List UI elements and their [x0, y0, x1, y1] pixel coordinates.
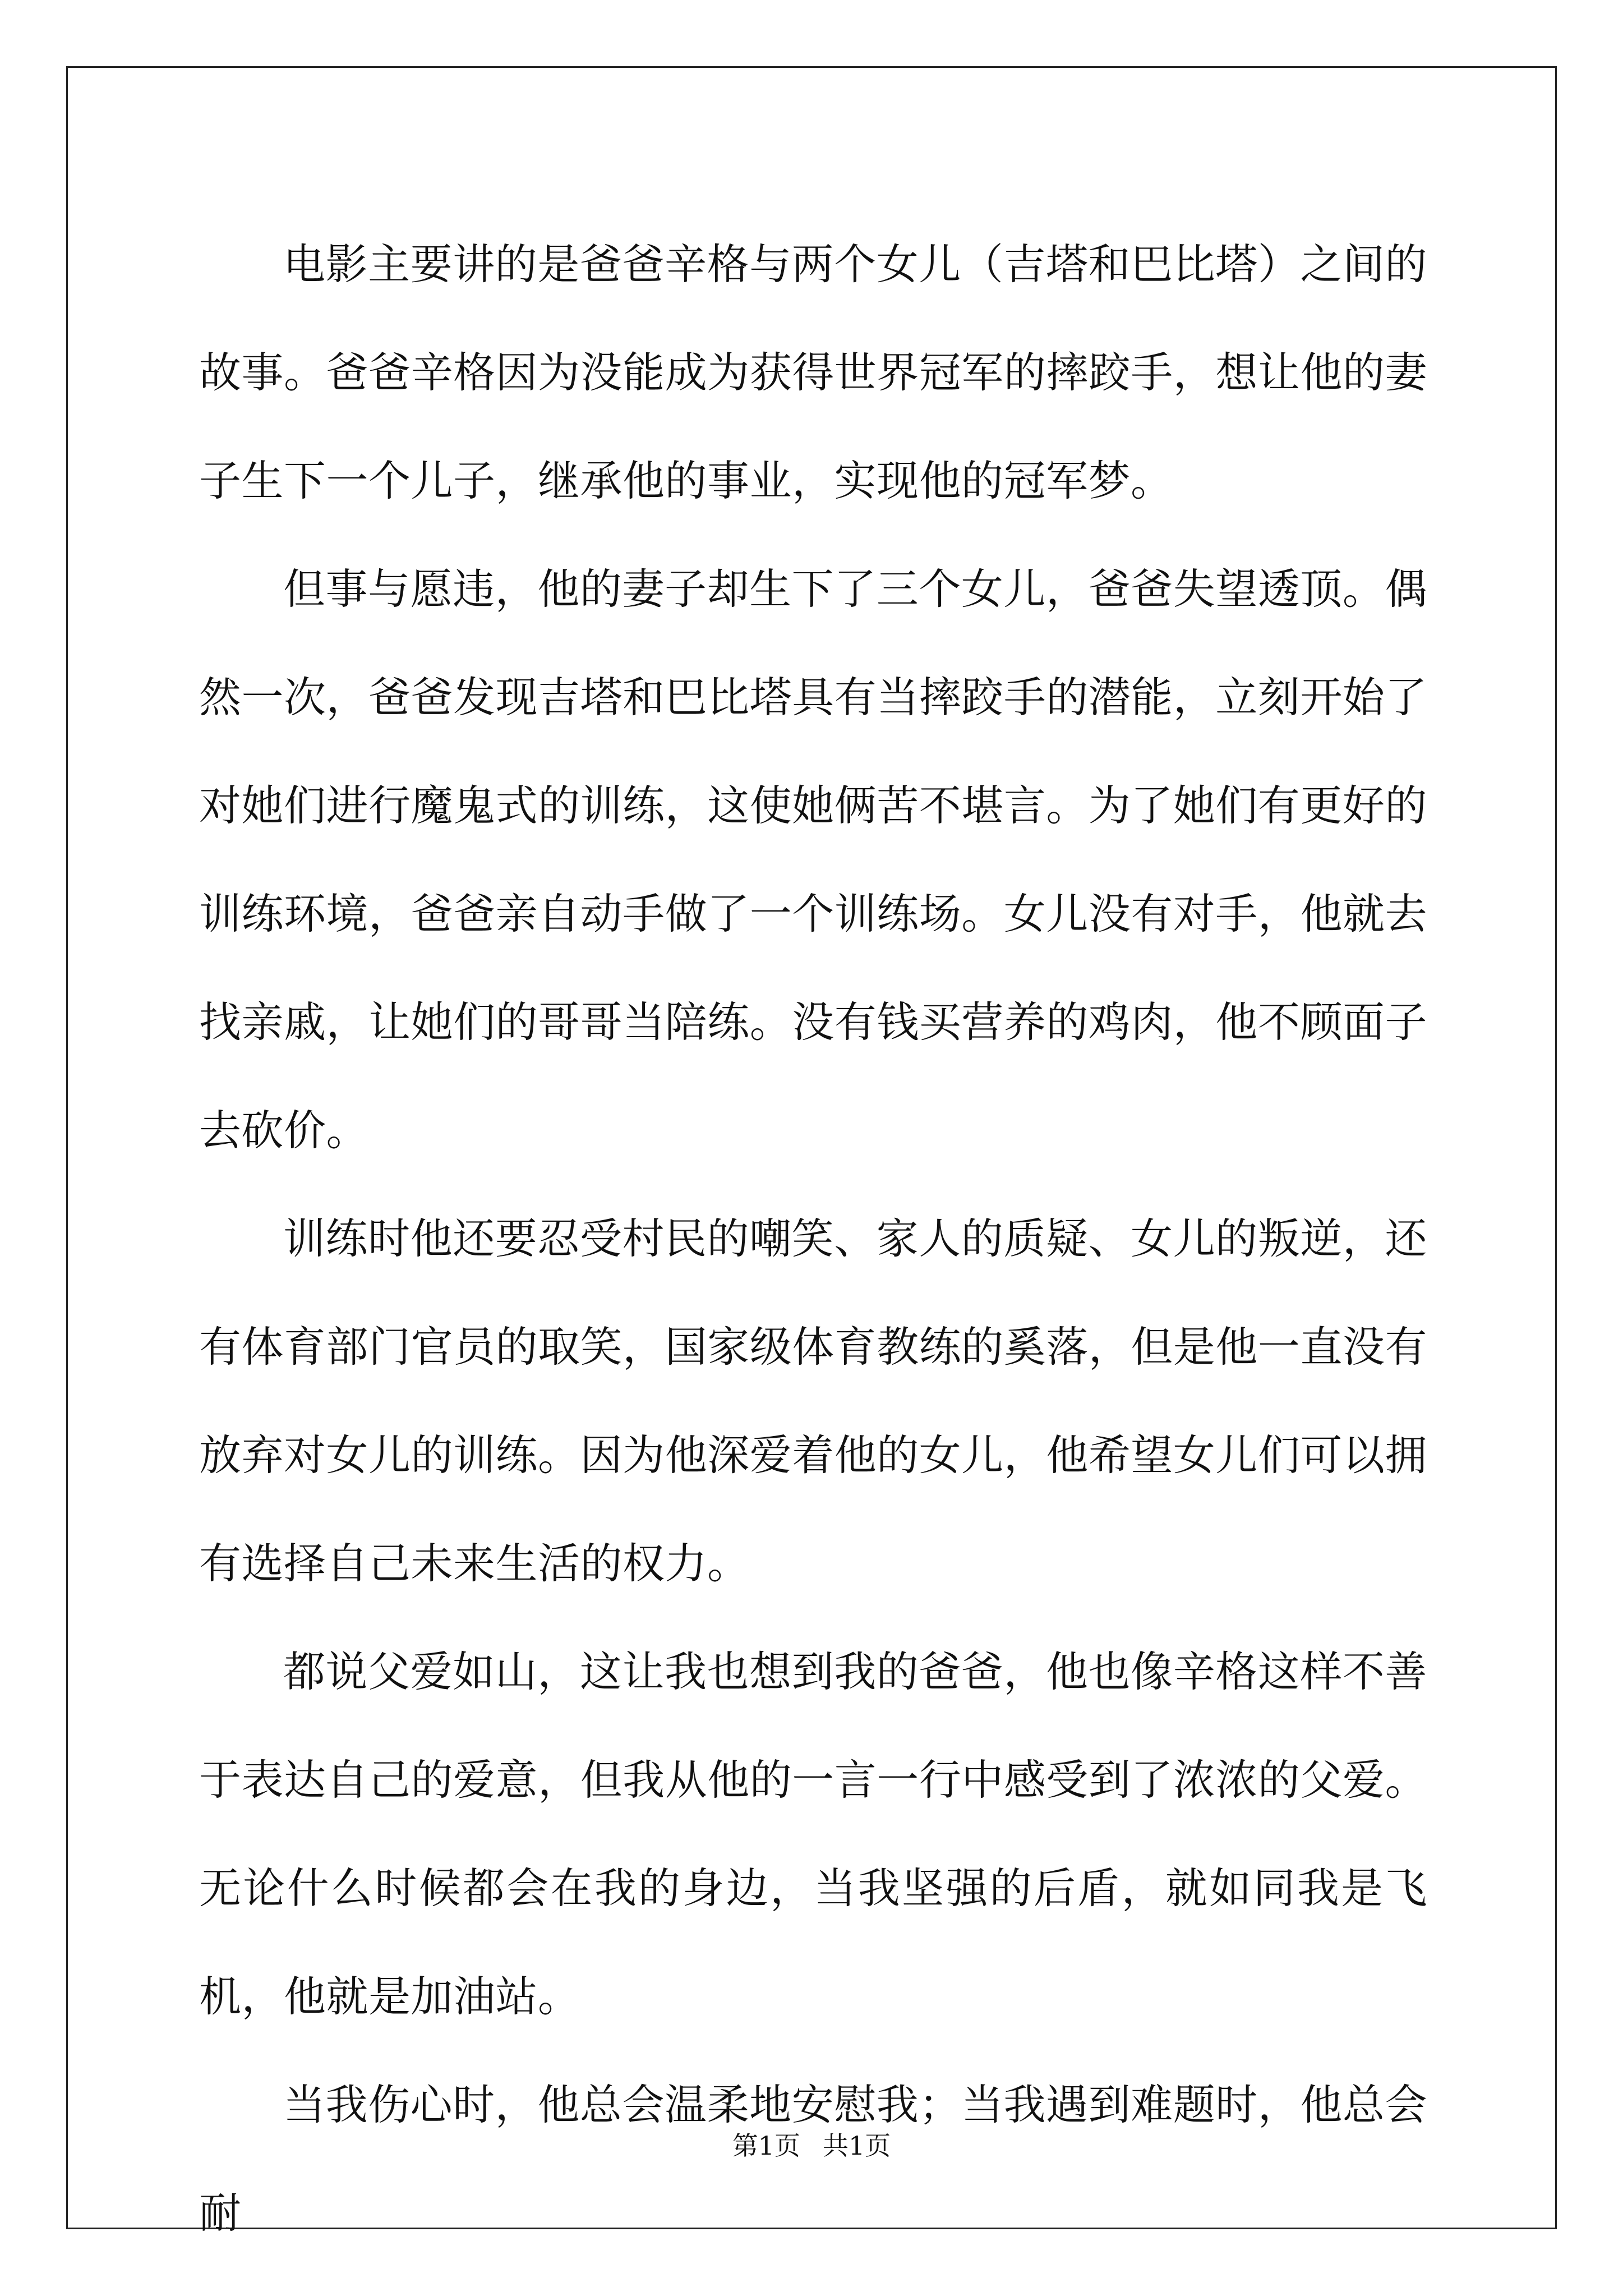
paragraph-1: 电影主要讲的是爸爸辛格与两个女儿（吉塔和巴比塔）之间的故事。爸爸辛格因为没能成为获得世界冠军的摔跤手，想让他的妻子生下一个儿子，继承他的事业，实现他的冠军梦。 [199, 240, 1427, 505]
paragraph-5: 当我伤心时，他总会温柔地安慰我；当我遇到难题时，他总会耐 [199, 2080, 1427, 2238]
page-number-current: 第1页 [732, 2131, 800, 2161]
document-body [199, 210, 1427, 2267]
page-footer [0, 2129, 1623, 2162]
paragraph-2: 但事与愿违，他的妻子却生下了三个女儿，爸爸失望透顶。偶然一次，爸爸发现吉塔和巴比塔具有当摔跤手的潜能，立刻开始了对她们进行魔鬼式的训练，这使她俩苦不堪言。为了她们有更好的训练环境，爸爸亲自动手做了一个训练场。女儿没有对手，他就去找亲戚，让她们的哥哥当陪练。没有钱买营养的鸡肉，他不顾面子去砍价。 [199, 564, 1427, 1155]
page-number-total: 共1页 [823, 2131, 891, 2161]
paragraph-3: 训练时他还要忍受村民的嘲笑、家人的质疑、女儿的叛逆，还有体育部门官员的取笑，国家级体育教练的奚落，但是他一直没有放弃对女儿的训练。因为他深爱着他的女儿，他希望女儿们可以拥有选择自己未来生活的权力。 [199, 1214, 1427, 1588]
paragraph-4: 都说父爱如山，这让我也想到我的爸爸，他也像辛格这样不善于表达自己的爱意，但我从他的一言一行中感受到了浓浓的父爱。无论什么时候都会在我的身边，当我坚强的后盾，就如同我是飞机，他就是加油站。 [199, 1647, 1427, 2021]
